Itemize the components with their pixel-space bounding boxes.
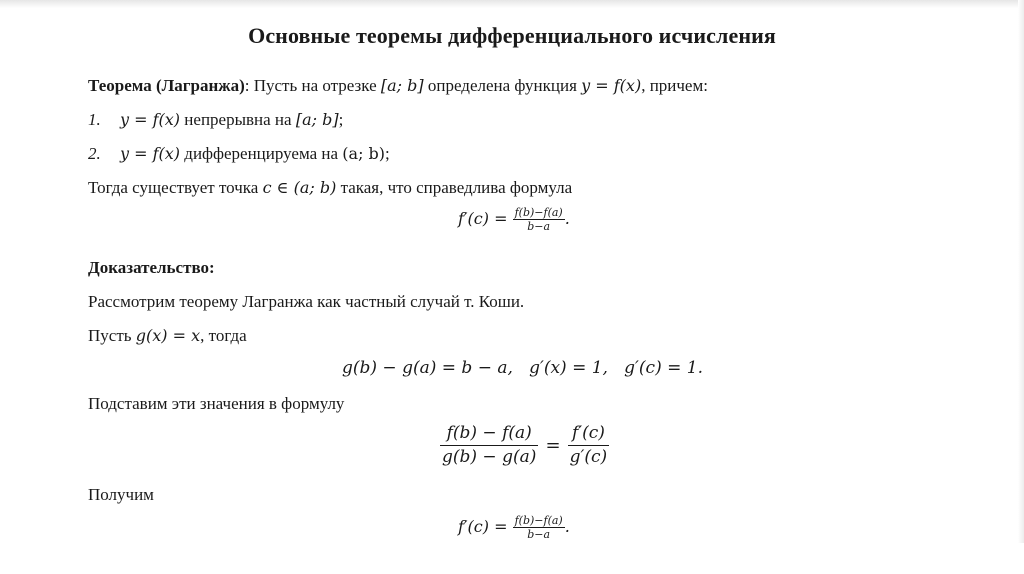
proof-heading: Доказательство: <box>88 258 215 277</box>
formula-main-lhs: f′(c) = <box>458 209 508 228</box>
proof-line-2 <box>88 326 247 346</box>
proof-equation: g(b) − g(a) = b − a, g′(x) = 1, g′(c) = 1. <box>342 358 703 378</box>
condition-domain: (a; b) <box>342 144 386 163</box>
formula-result-lhs: f′(c) = <box>458 517 508 536</box>
cauchy-right-denominator: g′(c) <box>569 447 608 467</box>
formula-main-denominator: b−a <box>527 220 551 233</box>
formula-main <box>458 206 570 233</box>
conclusion-text-b: такая, что справедлива формула <box>336 178 573 197</box>
condition-item <box>88 110 343 130</box>
proof-line-1: Рассмотрим теорему Лагранжа как частный случай т. Коши. <box>88 292 525 311</box>
conclusion-line <box>88 178 572 198</box>
slide-top-shadow <box>0 0 1024 8</box>
cauchy-right-fraction <box>568 422 610 469</box>
cauchy-left-fraction <box>440 422 538 469</box>
conclusion-text-a: Тогда существует точка <box>88 178 263 197</box>
condition-function: y = f(x) <box>120 144 181 163</box>
theorem-label: Теорема (Лагранжа) <box>88 76 245 95</box>
formula-result-end: . <box>564 517 570 536</box>
formula-main-numerator: f(b)−f(a) <box>514 206 563 219</box>
theorem-statement <box>88 76 708 96</box>
formula-result-fraction <box>513 514 565 541</box>
conclusion-point: c ∈ (a; b) <box>262 178 337 197</box>
cauchy-equals: = <box>545 435 561 456</box>
theorem-segment: [a; b] <box>380 76 424 95</box>
formula-result-numerator: f(b)−f(a) <box>514 514 563 527</box>
theorem-function: y = f(x) <box>581 76 642 95</box>
theorem-intro-b: определена функция <box>423 76 582 95</box>
condition-domain: [a; b] <box>295 110 339 129</box>
condition-end: ; <box>338 110 344 129</box>
formula-main-fraction <box>513 206 565 233</box>
condition-function: y = f(x) <box>120 110 181 129</box>
condition-number: 2. <box>88 144 101 163</box>
formula-result-denominator: b−a <box>527 528 551 541</box>
cauchy-formula <box>440 422 609 469</box>
cauchy-left-denominator: g(b) − g(a) <box>442 447 537 467</box>
condition-number: 1. <box>88 110 101 129</box>
theorem-intro-c: , причем: <box>641 76 708 95</box>
proof-line-2-expr: g(x) = x <box>135 326 201 345</box>
proof-line-2-text-a: Пусть <box>88 326 136 345</box>
proof-line-2-text-b: , тогда <box>200 326 247 345</box>
slide-title: Основные теоремы дифференциального исчисления <box>248 23 776 48</box>
formula-result <box>458 514 570 541</box>
condition-item <box>88 144 390 164</box>
formula-main-end: . <box>564 209 570 228</box>
condition-text: непрерывна на <box>180 110 296 129</box>
condition-end: ; <box>385 144 390 163</box>
cauchy-left-numerator: f(b) − f(a) <box>446 423 532 443</box>
theorem-intro-a: : Пусть на отрезке <box>244 76 381 95</box>
cauchy-right-numerator: f′(c) <box>571 423 605 443</box>
substitute-text: Подставим эти значения в формулу <box>88 394 345 413</box>
slide-right-shadow <box>1018 0 1024 574</box>
slide-bottom-crop <box>0 543 1024 574</box>
result-label: Получим <box>88 485 154 504</box>
condition-text: дифференцируема на <box>180 144 343 163</box>
